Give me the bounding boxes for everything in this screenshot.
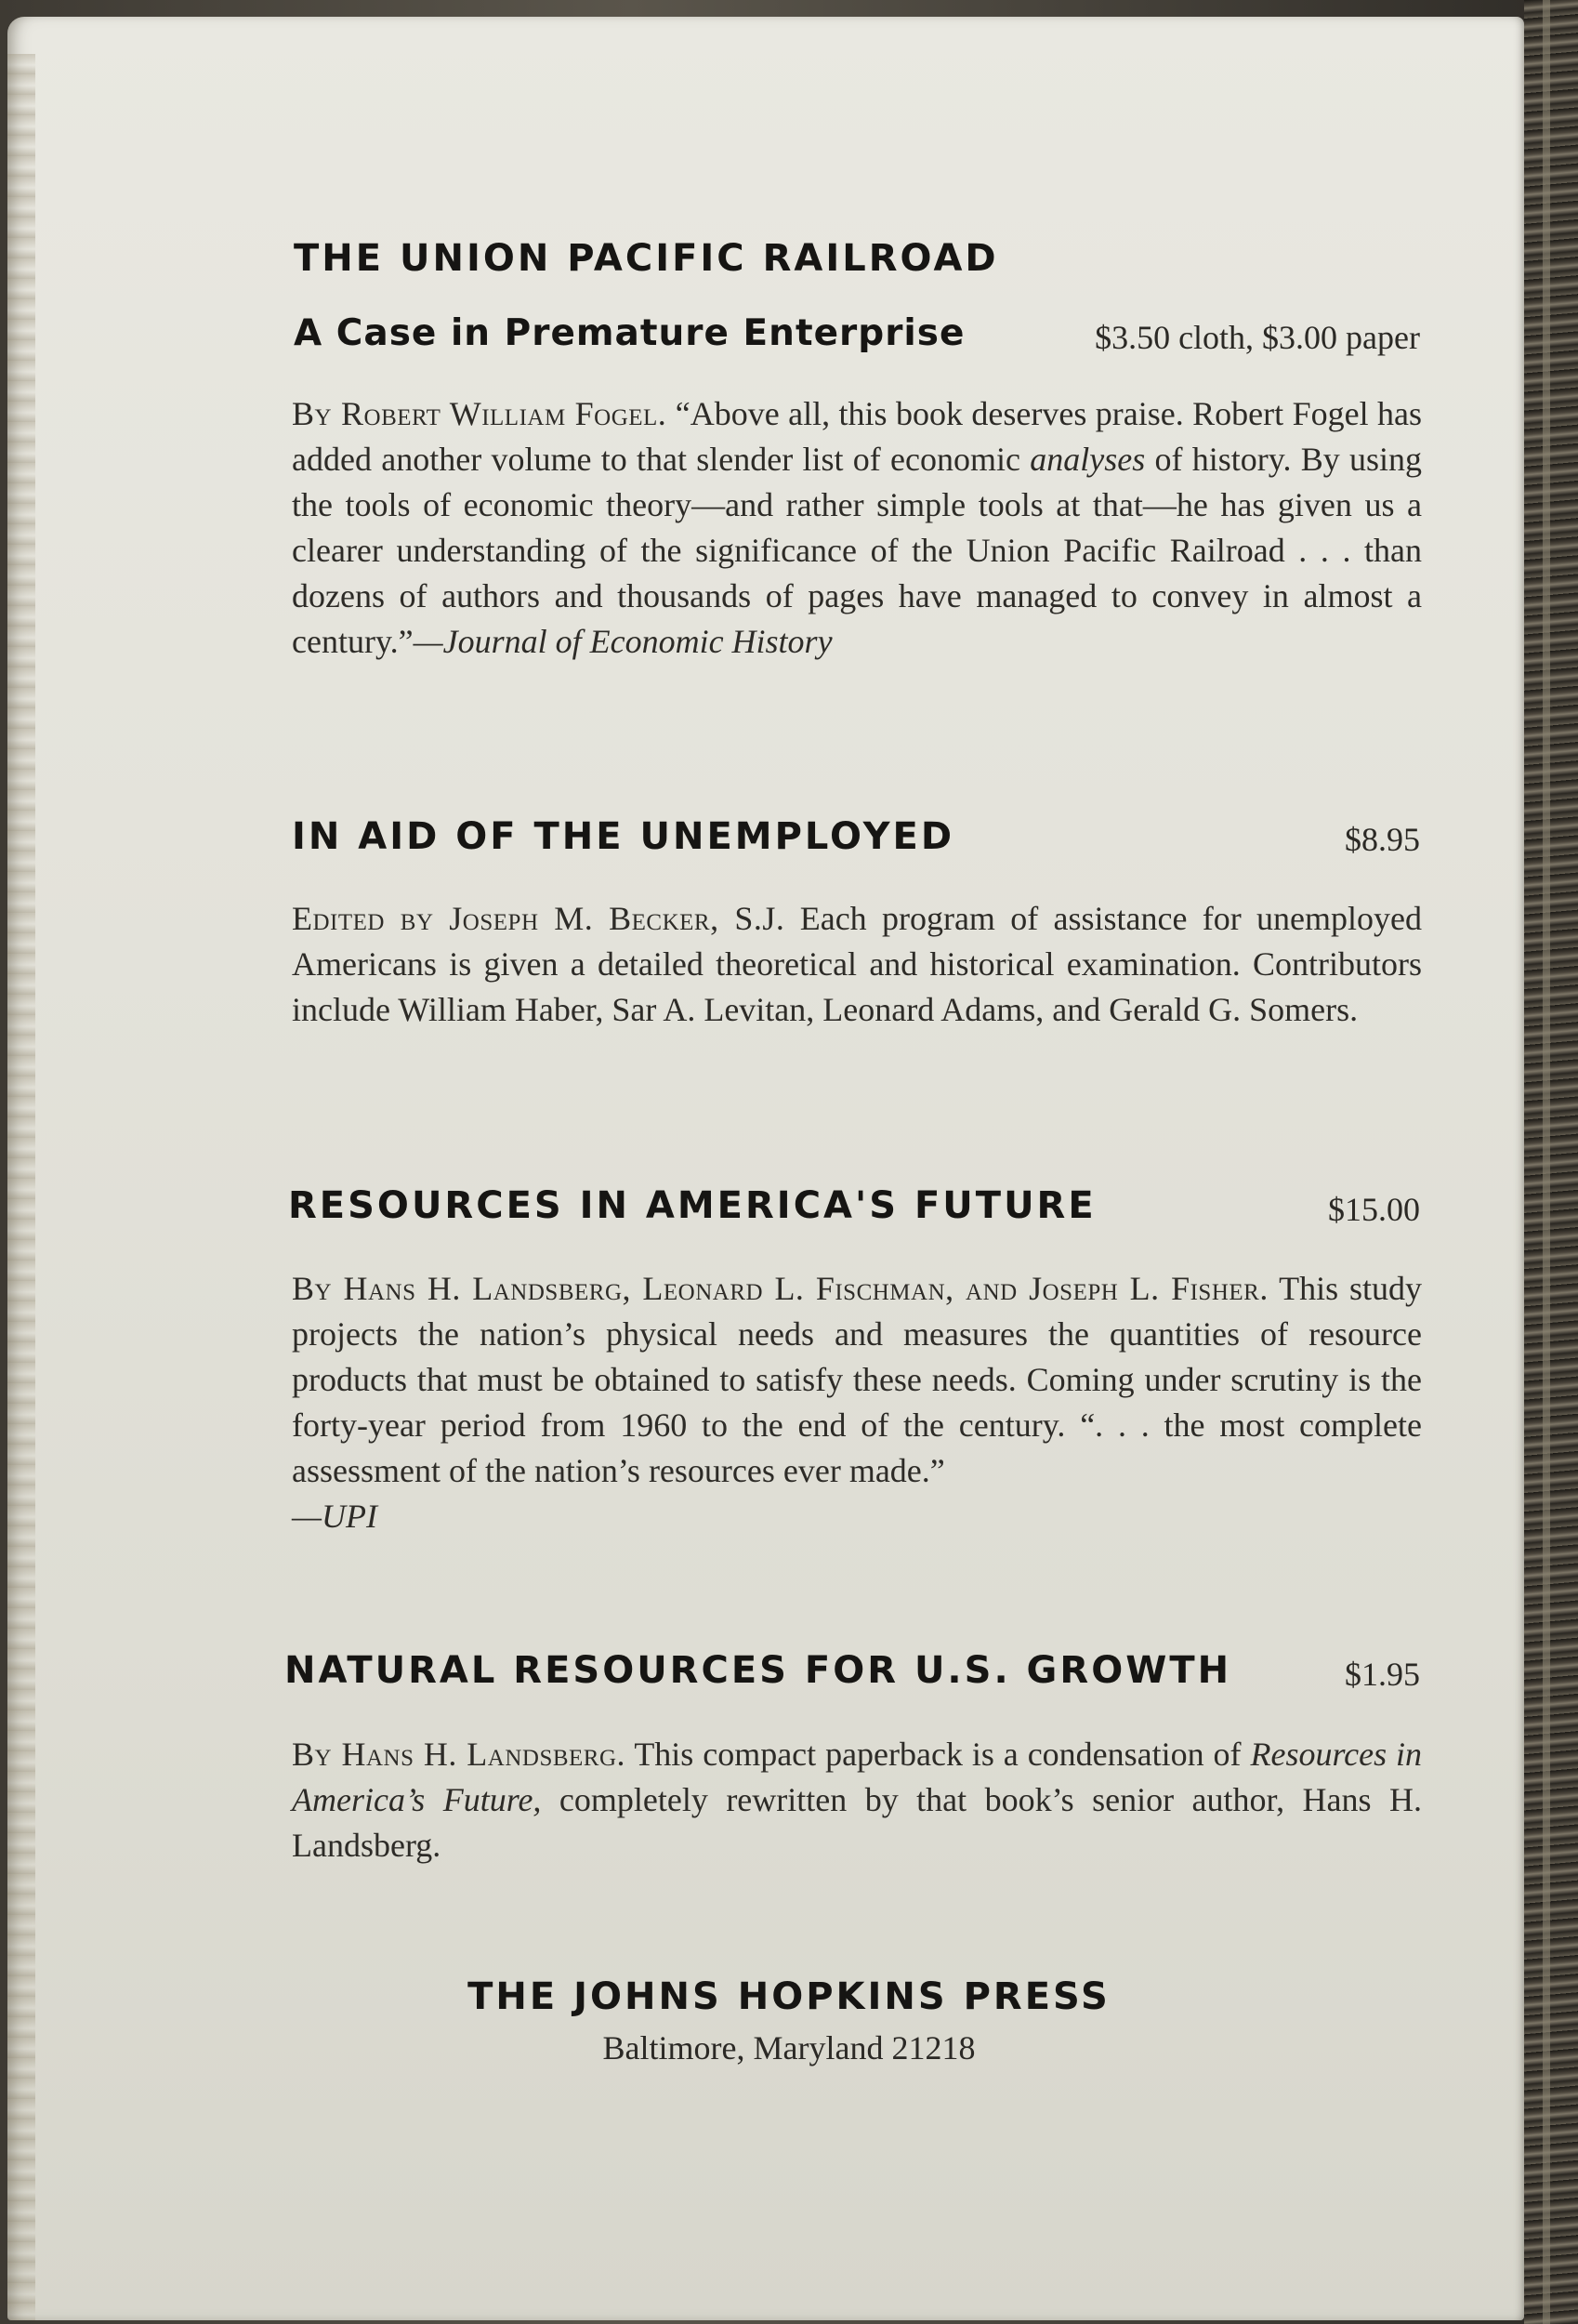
publisher-name: THE JOHNS HOPKINS PRESS	[467, 1975, 1111, 2018]
book-title: NATURAL RESOURCES FOR U.S. GROWTH	[284, 1649, 1232, 1692]
book-price: $8.95	[1345, 821, 1420, 858]
book-blurb-continued: completely rewritten by that book’s senior author, Hans H. Landsberg.	[292, 1781, 1422, 1864]
book-description	[292, 1266, 1422, 1539]
review-source: —Journal of Economic History	[413, 623, 833, 660]
book-byline: By Hans H. Landsberg, Leonard L. Fischman, and Joseph L. Fisher.	[292, 1270, 1269, 1307]
book-blurb-emphasis: Resources in America’s Future,	[292, 1736, 1422, 1818]
book-byline: By Hans H. Landsberg.	[292, 1736, 626, 1773]
book-price: $3.50 cloth, $3.00 paper	[1095, 319, 1420, 356]
book-title: IN AID OF THE UNEMPLOYED	[292, 815, 955, 858]
book-byline: Edited by Joseph M. Becker, S.J.	[292, 900, 785, 937]
book-description	[292, 391, 1422, 665]
book-blurb: This study projects the nation’s physical needs and measures the quantities of resource products that must be obtained to satisfy these needs. Coming under scrutiny is the forty-year period from 1960 to the end of the century. “. . . the most complete assessment of the nation’s resources ever made.”	[292, 1270, 1422, 1489]
book-blurb: Each program of assistance for unemployed Americans is given a detailed theoretical and historical examination. Contributors include William Haber, Sar A. Levitan, Leonard Adams, and Gerald G. Somers.	[292, 900, 1423, 1028]
book-blurb: “Above all, this book deserves praise. Robert Fogel has added another volume to that slender list of economic	[292, 395, 1423, 478]
book-blurb-continued: of history. By using the tools of economic theory—and rather simple tools at that—he has given us a clearer understanding of the significance of the Union Pacific Railroad . . . than dozens of authors and thousands of pages have managed to convey in almost a century.”	[292, 441, 1423, 660]
review-source: —UPI	[292, 1498, 377, 1535]
book-description	[292, 1732, 1422, 1868]
book-subtitle: A Case in Premature Enterprise	[294, 312, 966, 354]
publisher-address: Baltimore, Maryland 21218	[602, 2029, 976, 2067]
book-title: RESOURCES IN AMERICA'S FUTURE	[288, 1184, 1097, 1227]
book-blurb: This compact paperback is a condensation of	[634, 1736, 1242, 1773]
book-blurb-emphasis: analyses	[1030, 441, 1146, 478]
book-description	[292, 896, 1422, 1033]
book-title: THE UNION PACIFIC RAILROAD	[294, 237, 999, 280]
book-price: $15.00	[1328, 1191, 1420, 1228]
book-price: $1.95	[1345, 1656, 1420, 1693]
book-byline: By Robert William Fogel.	[292, 395, 667, 432]
